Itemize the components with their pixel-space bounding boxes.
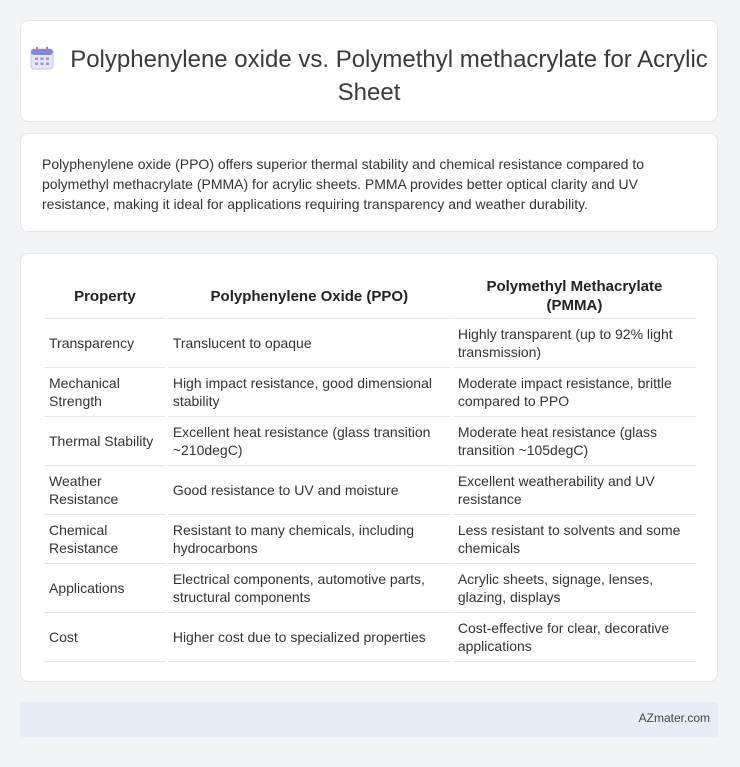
cell-pmma: Highly transparent (up to 92% light transmission) [453,319,696,368]
intro-paragraph: Polyphenylene oxide (PPO) offers superior thermal stability and chemical resistance compared to polymethyl methacrylate (PMMA) for acrylic sheets. PMMA provides better optical clarity and UV resistance, making it ideal for applications requiring transparency and weather durability. [42,156,645,212]
page-title [21,45,717,108]
table-row [44,564,696,613]
cell-pmma: Less resistant to solvents and some chemicals [453,515,696,564]
cell-property: Chemical Resistance [44,515,166,564]
header-ppo: Polyphenylene Oxide (PPO) [168,274,451,319]
cell-ppo: Electrical components, automotive parts, structural components [168,564,451,613]
cell-pmma: Acrylic sheets, signage, lenses, glazing, displays [453,564,696,613]
cell-property: Cost [44,613,166,662]
page-title-text: Polyphenylene oxide vs. Polymethyl methacrylate for Acrylic Sheet [70,46,708,106]
table-header-row [44,274,696,319]
cell-ppo: Resistant to many chemicals, including hydrocarbons [168,515,451,564]
table-row [44,466,696,515]
cell-ppo: Translucent to opaque [168,319,451,368]
header-property: Property [44,274,166,319]
cell-ppo: Good resistance to UV and moisture [168,466,451,515]
cell-property: Thermal Stability [44,417,166,466]
cell-ppo: Higher cost due to specialized properties [168,613,451,662]
cell-property: Mechanical Strength [44,368,166,417]
calendar-icon [30,46,54,78]
cell-ppo: High impact resistance, good dimensional stability [168,368,451,417]
comparison-table [42,274,698,662]
cell-ppo: Excellent heat resistance (glass transition ~210degC) [168,417,451,466]
cell-pmma: Moderate impact resistance, brittle compared to PPO [453,368,696,417]
cell-property: Transparency [44,319,166,368]
table-row [44,319,696,368]
cell-property: Applications [44,564,166,613]
intro-card [20,133,718,232]
table-row [44,368,696,417]
title-card [20,20,718,122]
cell-pmma: Moderate heat resistance (glass transition ~105degC) [453,417,696,466]
footer-source[interactable]: AZmater.com [638,711,710,725]
table-row [44,515,696,564]
cell-property: Weather Resistance [44,466,166,515]
header-pmma: Polymethyl Methacrylate (PMMA) [453,274,696,319]
cell-pmma: Cost-effective for clear, decorative applications [453,613,696,662]
comparison-card [20,253,718,682]
footer-bar [20,702,718,737]
table-row [44,613,696,662]
cell-pmma: Excellent weatherability and UV resistance [453,466,696,515]
table-row [44,417,696,466]
